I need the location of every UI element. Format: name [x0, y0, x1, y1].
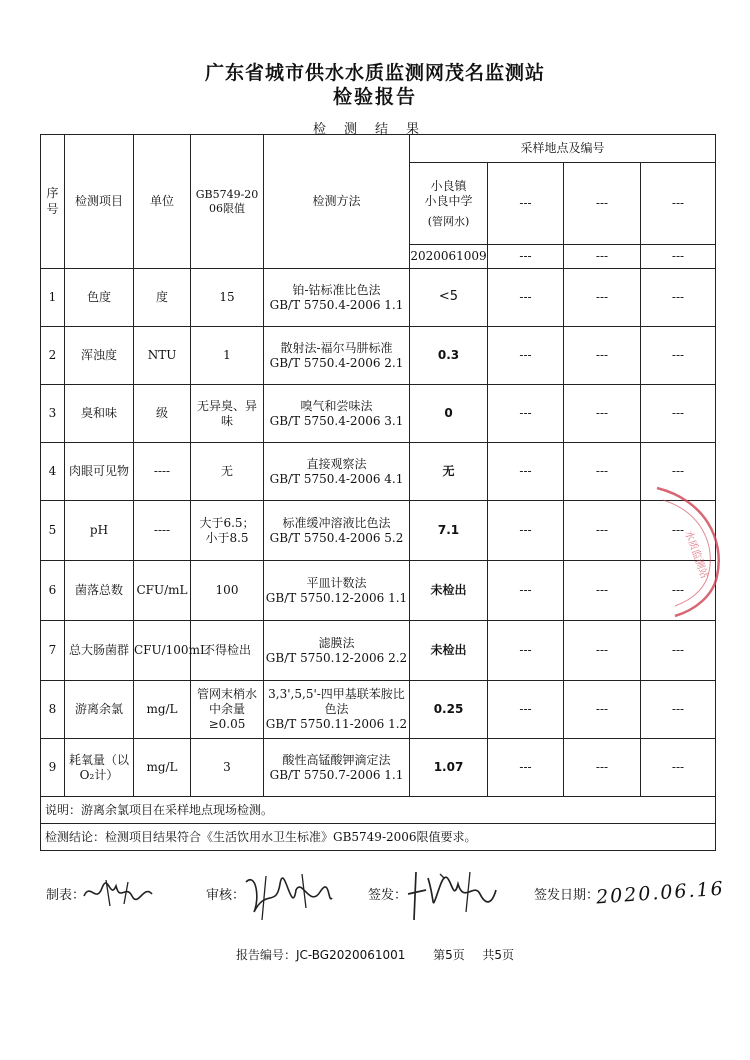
reviewer-signature	[236, 868, 336, 926]
row-blank: ---	[564, 681, 641, 739]
row-blank: ---	[641, 443, 716, 501]
sample-blank: ---	[488, 245, 564, 269]
row-item: 肉眼可见物	[65, 443, 134, 501]
row-limit-text: 不得检出	[202, 643, 251, 657]
row-result: <5	[410, 269, 488, 327]
row-blank: ---	[488, 443, 564, 501]
report-footer	[0, 946, 750, 963]
table-row	[41, 327, 716, 385]
results-table	[40, 134, 716, 851]
row-method-standard: GB/T 5750.12-2006 2.2	[265, 650, 408, 665]
row-method	[264, 269, 410, 327]
col-method-header: 检测方法	[264, 135, 410, 269]
row-item: 耗氧量（以O₂计）	[65, 739, 134, 797]
row-unit: mg/L	[134, 681, 191, 739]
table-row	[41, 385, 716, 443]
row-blank: ---	[564, 385, 641, 443]
row-blank: ---	[641, 739, 716, 797]
sample-blank: ---	[564, 163, 641, 245]
table-row	[41, 443, 716, 501]
report-org-title: 广东省城市供水水质监测网茂名监测站	[204, 62, 545, 84]
row-unit: CFU/mL	[134, 561, 191, 621]
row-number: 9	[41, 739, 65, 797]
row-method-standard: GB/T 5750.11-2006 1.2	[265, 717, 408, 731]
col-item-header: 检测项目	[65, 135, 134, 269]
row-limit	[191, 443, 264, 501]
sample-blank: ---	[641, 163, 716, 245]
row-number: 4	[41, 443, 65, 501]
row-limit-text: 15	[219, 290, 235, 304]
row-number: 7	[41, 621, 65, 681]
row-unit: CFU/100mL	[134, 621, 191, 681]
sample-code: 2020061009	[410, 245, 488, 269]
col-unit-header: 单位	[134, 135, 191, 269]
row-blank: ---	[488, 739, 564, 797]
sample-location: 小良镇 小良中学 (管网水)	[410, 163, 488, 245]
col-sampling-header: 采样地点及编号	[410, 135, 716, 163]
report-number: 报告编号：JC-BG2020061001	[235, 948, 406, 962]
row-blank: ---	[564, 327, 641, 385]
row-method	[264, 443, 410, 501]
row-method-name: 平皿计数法	[306, 575, 367, 590]
row-method-name: 嗅气和尝味法	[300, 398, 373, 413]
row-limit	[191, 327, 264, 385]
row-limit-text: 3	[223, 760, 231, 774]
maker-signature	[80, 876, 160, 910]
row-item: 臭和味	[65, 385, 134, 443]
table-row	[41, 269, 716, 327]
row-method-name: 散射法-福尔马肼标准	[280, 340, 393, 355]
row-method-standard: GB/T 5750.4-2006 5.2	[269, 530, 404, 545]
row-number: 2	[41, 327, 65, 385]
report-title: 检验报告	[332, 86, 417, 108]
official-seal	[655, 480, 725, 620]
row-blank: ---	[488, 621, 564, 681]
row-method-name: 直接观察法	[306, 456, 367, 471]
row-item: 浑浊度	[65, 327, 134, 385]
maker-label: 制表：	[46, 888, 86, 903]
note-text: 说明：游离余氯项目在采样地点现场检测。	[41, 797, 716, 824]
row-limit	[191, 385, 264, 443]
table-row	[41, 501, 716, 561]
row-method	[264, 621, 410, 681]
row-method	[264, 681, 410, 739]
row-method-standard: GB/T 5750.4-2006 2.1	[269, 355, 404, 370]
row-blank: ---	[488, 385, 564, 443]
row-number: 5	[41, 501, 65, 561]
row-method	[264, 327, 410, 385]
row-method-standard: GB/T 5750.7-2006 1.1	[269, 767, 404, 782]
sign-date: 2020.06.16	[595, 877, 726, 909]
col-limit-header: GB5749-2006限值	[191, 135, 264, 269]
page-number: 第5页	[433, 948, 465, 962]
row-method	[264, 385, 410, 443]
table-row	[41, 681, 716, 739]
row-blank: ---	[641, 501, 716, 561]
row-result: 0.3	[410, 327, 488, 385]
row-item: 色度	[65, 269, 134, 327]
row-method-standard: GB/T 5750.12-2006 1.1	[265, 590, 408, 605]
row-number: 6	[41, 561, 65, 621]
signature-row	[0, 878, 750, 928]
row-result: 1.07	[410, 739, 488, 797]
row-item: 总大肠菌群	[65, 621, 134, 681]
row-limit-text: 无异臭、异味	[196, 398, 257, 428]
row-blank: ---	[564, 269, 641, 327]
sample-blank: ---	[564, 245, 641, 269]
row-unit: ----	[134, 443, 191, 501]
row-result: 无	[410, 443, 488, 501]
row-method-name: 滤膜法	[318, 635, 355, 650]
row-method-standard: GB/T 5750.4-2006 1.1	[269, 297, 404, 312]
row-method	[264, 561, 410, 621]
row-limit-text: 1	[223, 348, 231, 362]
row-result: 7.1	[410, 501, 488, 561]
row-blank: ---	[641, 681, 716, 739]
row-limit	[191, 269, 264, 327]
row-blank: ---	[564, 739, 641, 797]
row-blank: ---	[641, 385, 716, 443]
signer-signature	[400, 864, 500, 924]
row-blank: ---	[488, 561, 564, 621]
row-unit: 级	[134, 385, 191, 443]
reviewer-label: 审核：	[206, 888, 246, 903]
table-row	[41, 621, 716, 681]
row-blank: ---	[564, 443, 641, 501]
row-method	[264, 739, 410, 797]
row-blank: ---	[641, 621, 716, 681]
sample-blank: ---	[641, 245, 716, 269]
row-limit	[191, 739, 264, 797]
row-number: 8	[41, 681, 65, 739]
row-blank: ---	[641, 327, 716, 385]
date-label: 签发日期：	[534, 888, 600, 903]
row-method-standard: GB/T 5750.4-2006 3.1	[269, 413, 404, 428]
row-number: 3	[41, 385, 65, 443]
row-blank: ---	[488, 681, 564, 739]
row-blank: ---	[488, 501, 564, 561]
row-method-name: 铂-钴标准比色法	[292, 282, 381, 297]
row-limit-text: 无	[220, 464, 233, 478]
row-limit	[191, 561, 264, 621]
row-result: 0.25	[410, 681, 488, 739]
row-unit: 度	[134, 269, 191, 327]
table-row	[41, 739, 716, 797]
row-blank: ---	[488, 327, 564, 385]
row-unit: mg/L	[134, 739, 191, 797]
table-row	[41, 561, 716, 621]
row-blank: ---	[641, 561, 716, 621]
page-total: 共5页	[482, 948, 515, 962]
conclusion-text: 检测结论：检测项目结果符合《生活饮用水卫生标准》GB5749-2006限值要求。	[41, 824, 716, 851]
row-method-standard: GB/T 5750.4-2006 4.1	[269, 471, 404, 486]
row-item: 游离余氯	[65, 681, 134, 739]
row-method-name: 3,3',5,5'-四甲基联苯胺比色法	[268, 687, 405, 716]
row-item: 菌落总数	[65, 561, 134, 621]
row-unit: NTU	[134, 327, 191, 385]
row-method-name: 标准缓冲溶液比色法	[282, 515, 391, 530]
row-result: 未检出	[410, 561, 488, 621]
row-blank: ---	[564, 501, 641, 561]
row-limit-text: 100	[215, 583, 239, 597]
col-seq-header: 序号	[41, 135, 65, 269]
row-item: pH	[65, 501, 134, 561]
row-blank: ---	[564, 561, 641, 621]
row-limit-text: 管网末梢水中余量≥0.05	[196, 687, 257, 731]
svg-text:水质监测站: 水质监测站	[682, 529, 710, 581]
row-result: 未检出	[410, 621, 488, 681]
row-method-name: 酸性高锰酸钾滴定法	[282, 752, 391, 767]
row-number: 1	[41, 269, 65, 327]
row-limit	[191, 681, 264, 739]
row-blank: ---	[488, 269, 564, 327]
row-result: 0	[410, 385, 488, 443]
row-unit: ----	[134, 501, 191, 561]
row-blank: ---	[564, 621, 641, 681]
section-title: 检测结果	[312, 122, 437, 137]
row-blank: ---	[641, 269, 716, 327]
row-limit-text: 大于6.5；小于8.5	[199, 515, 255, 545]
signer-label: 签发：	[368, 888, 408, 903]
sample-blank: ---	[488, 163, 564, 245]
row-method	[264, 501, 410, 561]
row-limit	[191, 501, 264, 561]
